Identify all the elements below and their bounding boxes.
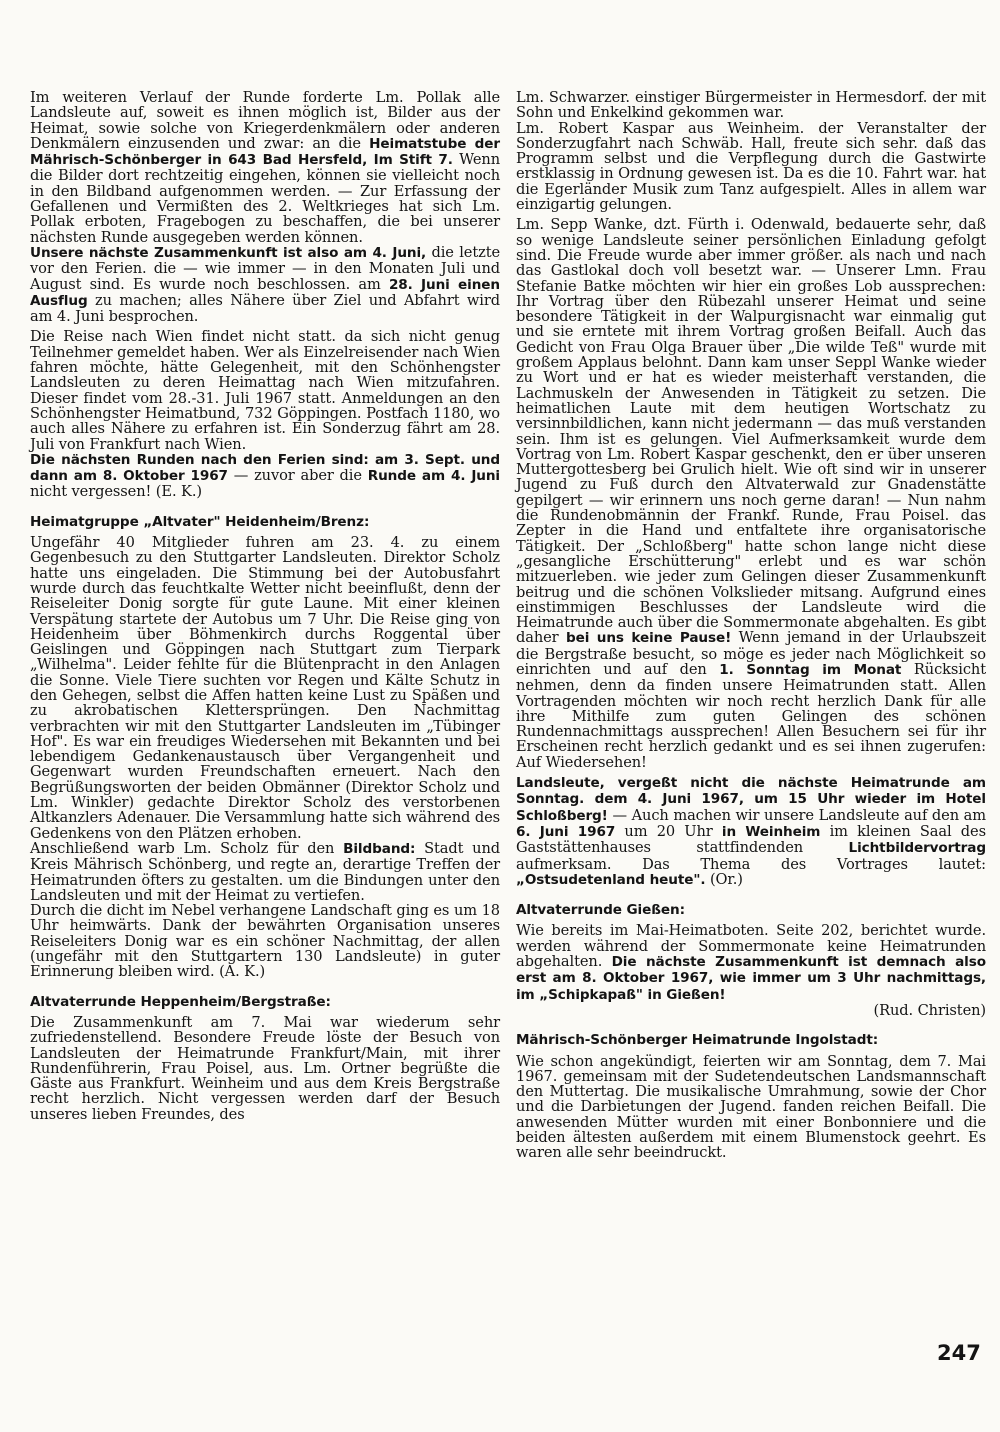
bold-term: Lichtbildervortrag [848,840,986,857]
signature: (Rud. Christen) [873,1001,986,1019]
text: die letzte vor den Ferien. die — wie immer — in den Monaten Juli und August sind. Es wurde noch beschlossen. am [30,243,501,293]
text: aufmerksam. Das Thema des Vortrages lautet: [516,855,986,873]
text: Wenn jemand in der Urlaubszeit die Bergstraße besucht, so möge es jeder nach Möglichkeit so einrichten und auf den [516,629,986,678]
section-heading-ingolstadt: Mährisch-Schönberger Heimatrunde Ingolstadt: [516,1032,879,1049]
bold-phrase: 1. Sonntag im Monat [719,661,902,678]
paragraph [516,923,986,1002]
text: Wie bereits im Mai-Heimatboten. Seite 202, berichtet wurde. werden während der Sommermonate keine Heimatrunden abgehalten. [516,922,986,971]
bold-dates: Die nächsten Runden nach den Ferien sind: am 3. Sept. und dann am 8. Oktober 1967 [30,451,500,485]
bold-date: 6. Juni 1967 [516,823,616,840]
bold-announcement: Unsere nächste Zusammenkunft ist also am 4. Juni, [30,244,427,261]
right-column [516,90,986,1161]
section-heading-heppenheim: Altvaterrunde Heppenheim/Bergstraße: [30,993,331,1010]
paragraph: Wie schon angekündigt, feierten wir am Sonntag, dem 7. Mai 1967. gemeinsam mit der Sudetendeutschen Landsmannschaft den Muttertag. Die musikalische Umrahmung, sowie der Chor und die Darbietungen der Jugend. fanden reichen Beifall. Die anwesenden Mütter wurden mit einer Bonbonniere und die beiden ältesten außerdem mit einem Blumenstock geehrt. Es waren alle sehr beeindruckt. [516,1052,986,1162]
text: — Auch machen wir unsere Landsleute auf den am [607,806,986,824]
paragraph: Durch die dicht im Nebel verhangene Landschaft ging es um 18 Uhr heimwärts. Dank der bewährten Organisation unseres Reiseleiters Donig war es ein schöner Nachmittag, der allen (ungefähr mit den Stuttgartern 130 Landsleute) in guter Erinnerung bleiben wird. (A. K.) [30,902,500,981]
section-heading-giessen: Altvaterrunde Gießen: [516,902,685,919]
text: zu machen; alles Nähere über Ziel und Abfahrt wird am 4. Juni besprochen. [30,291,500,326]
text: Rücksicht nehmen, denn da finden unsere Heimatrunden statt. Allen Vortragenden möchten wir noch recht herzlich Dank für alle ihre Mithilfe zum guten Gelingen des schönen Rundennachmittags aussprechen! Allen Besuchern sei für ihr Erscheinen recht herzlich gedankt und es sei ihnen zugerufen: Auf Wiedersehen! [516,660,986,771]
paragraph [30,452,500,500]
paragraph: Lm. Robert Kaspar aus Weinheim. der Veranstalter der Sonderzugfahrt nach Schwäb. Hall, freute sich sehr. daß das Programm selbst und die Verpflegung durch die Gastwirte erstklassig in Ordnung gewesen ist. Da es die 10. Fahrt war. hat die Egerländer Musik zum Tanz aufgespielt. Alles in allem war einzigartig gelungen. [516,119,986,214]
paragraph [30,245,500,324]
text: — zuvor aber die [227,467,368,485]
text: Lm. Sepp Wanke, dzt. Fürth i. Odenwald, bedauerte sehr, daß so wenige Landsleute seiner persönlichen Einladung gefolgt sind. Die Freude wurde aber immer größer. als nach und nach das Gastlokal doch voll besetzt war. — Unserer Lmn. Frau Stefanie Batke möchten wir hier ein großes Lob aussprechen: Ihr Vortrag über den Rübezahl unserer Heimat und seine besondere Tätigkeit in der Walpurgisnacht war einmalig gut und sie erntete mit ihrem Vortrag großen Beifall. Auch das Gedicht von Frau Olga Brauer über „Die wilde Teß" wurde mit großem Applaus belohnt. Dann kam unser Seppl Wanke wieder zu Wort und er hat es wieder meisterhaft verstanden, die Lachmuskeln der Anwesenden in Tätigkeit zu setzen. Die heimatlichen Laute mit dem heutigen Wortschatz zu versinnbildlichen, kann nicht jedermann — das muß verstanden sein. Ihm ist es gelungen. Viel Aufmerksamkeit wurde dem Vortrag von Lm. Robert Kaspar geschenkt, den er über unseren Muttergottesberg bei Grulich hielt. Wie oft sind wir in unserer Jugend zu Fuß durch den Altvaterwald zur Gnadenstätte gepilgert — wir erinnern uns noch gerne daran! — Nun nahm die Rundenobmännin der Frankf. Runde, Frau Poisel. das Zepter in die Hand und entfaltete ihre organisatorische Tätigkeit. Der „Schloßberg" hatte schon lange nicht diese „gesangliche Erschütterung" erlebt und es war schön mitzuerleben. wie jeder zum Gelingen dieser Zusammenkunft beitrug und die schönen Volkslieder mitsang. Aufgrund eines einstimmigen Beschlusses der Landsleute wird die Heimatrunde auch über die Sommermonate abgehalten. Es gibt daher [516,216,986,647]
text: nicht vergessen! (E. K.) [30,483,202,501]
text: (Or.) [705,870,743,888]
paragraph: Ungefähr 40 Mitglieder fuhren am 23. 4. zu einem Gegenbesuch zu den Stuttgarter Landsleuten. Direktor Scholz hatte uns eingeladen. Die Stimmung bei der Autobusfahrt wurde durch das feuchtkalte Wetter nicht beeinflußt, denn der Reiseleiter Donig sorgte für gute Laune. Mit einer kleinen Verspätung startete der Autobus um 7 Uhr. Die Reise ging von Heidenheim über Böhmenkirch durchs Roggental über Geislingen und Göppingen nach Stuttgart zum Tierpark „Wilhelma". Leider fehlte für die Blütenpracht in den Anlagen die Sonne. Viele Tiere suchten vor Regen und Kälte Schutz in den Gehegen, selbst die Affen hatten keine Lust zu Späßen und zu akrobatischen Klettersprüngen. Den Nachmittag verbrachten wir mit den Stuttgarter Landsleuten im „Tübinger Hof". Es war ein freudiges Wiedersehen mit Bekannten und bei lebendigem Gedankenaustausch über Vergangenheit und Gegenwart wurden Freundschaften erneuert. Nach den Begrüßungsworten der beiden Obmänner (Direktor Scholz und Lm. Winkler) gedachte Direktor Scholz des verstorbenen Altkanzlers Adenauer. Die Versammlung hatte sich während des Gedenkens von den Plätzen erhoben. [30,534,500,842]
paragraph [30,841,500,903]
text: Stadt und Kreis Mährisch Schönberg, und regte an, derartige Treffen der Heimatrunden öfters zu gestalten. um die Bindungen unter den Landsleuten und mit der Heimat zu vertiefen. [30,839,501,904]
text: im kleinen Saal des Gaststättenhauses stattfindenden [516,822,986,857]
bold-place: in Weinheim [721,823,821,840]
text: um 20 Uhr [615,822,722,840]
bold-address: Heimatstube der Mährisch-Schönberger in 643 Bad Hersfeld, Im Stift 7. [30,135,500,169]
bold-phrase: bei uns keine Pause! [565,630,732,647]
bold-announcement: Die nächste Zusammenkunft ist demnach also erst am 8. Oktober 1967, wie immer um 3 Uhr nachmittags, im „Schipkapaß" in Gießen! [516,954,986,1003]
text: Wenn die Bilder dort rechtzeitig eingehen, können sie vielleicht noch in den Bildband aufgenommen werden. — Zur Erfassung der Gefallenen und Vermißten des 2. Weltkrieges hat sich Lm. Pollak erboten, Fragebogen zu beschaffen, die bei unserer nächsten Runde ausgegeben werden können. [30,151,501,246]
paragraph: Die Zusammenkunft am 7. Mai war wiederum sehr zufriedenstellend. Besondere Freude löste der Besuch von Landsleuten der Heimatrunde Frankfurt/Main, mit ihrer Rundenführerin, Frau Poisel, aus. Lm. Ortner begrüßte die Gäste aus Frankfurt. Weinheim und aus dem Kreis Bergstraße recht herzlich. Nicht vergessen werden darf der Besuch unseres lieben Freundes, des [30,1013,500,1123]
left-column [30,90,500,1122]
paragraph [516,217,986,770]
text: Anschließend warb Lm. Scholz für den [30,839,344,857]
page-number: 247 [937,1341,981,1365]
section-heading-heidenheim: Heimatgruppe „Altvater" Heidenheim/Brenz: [30,513,370,530]
bold-date: 28. Juni einen Ausflug [30,276,500,309]
text: Im weiteren Verlauf der Runde forderte Lm. Pollak alle Landsleute auf, soweit es ihnen möglich ist, Bilder aus der Heimat, sowie solche von Kriegerdenkmälern oder anderen Denkmälern einzusenden und zwar: an die [30,89,500,152]
paragraph [30,90,500,245]
bold-announcement: Landsleute, vergeßt nicht die nächste Heimatrunde am Sonntag. dem 4. Juni 1967, um 15 Uhr wieder im Hotel Schloßberg! [516,775,986,824]
bold-date: Runde am 4. Juni [367,468,500,485]
paragraph [516,775,986,888]
paragraph: Lm. Schwarzer. einstiger Bürgermeister in Hermesdorf. der mit Sohn und Enkelkind gekommen war. [516,89,986,122]
bold-title: „Ostsudetenland heute". [516,871,706,888]
bold-term: Bildband: [343,840,416,857]
paragraph: Die Reise nach Wien findet nicht statt. da sich nicht genug Teilnehmer gemeldet haben. Wer als Einzelreisender nach Wien fahren möchte, hätte Gelegenheit, mit den Schönhengster Landsleuten zu deren Heimattag nach Wien mitzufahren. Dieser findet vom 28.-31. Juli 1967 statt. Anmeldungen an den Schönhengster Heimatbund, 732 Göppingen. Postfach 1180, wo auch alles Nähere zu erfahren ist. Ein Sonderzug fährt am 28. Juli von Frankfurt nach Wien. [30,328,500,453]
